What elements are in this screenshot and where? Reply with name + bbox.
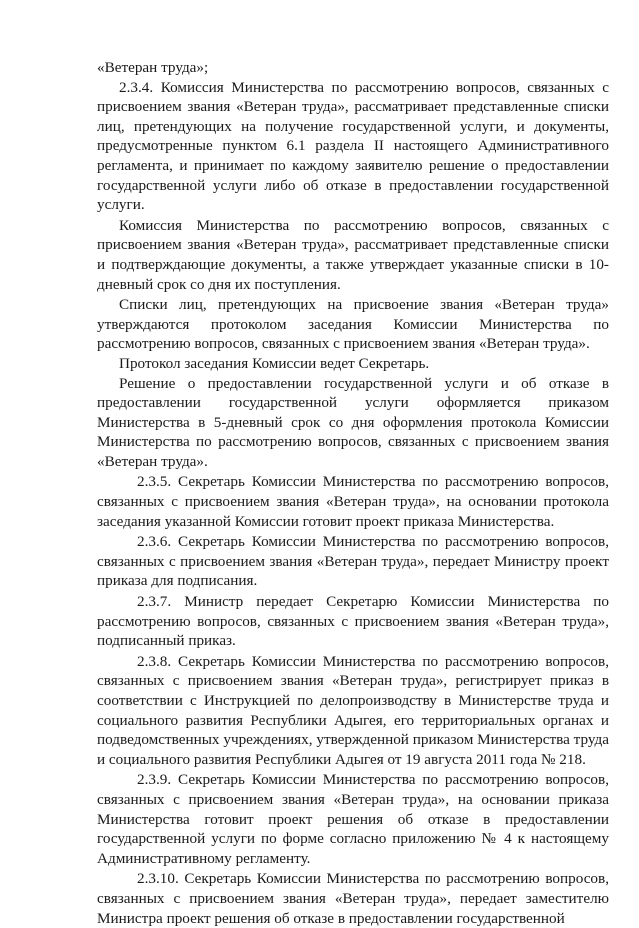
paragraph-2-3-4: 2.3.4. Комиссия Министерства по рассмотрению вопросов, связанных с присвоением звания «Ветеран труда», рассматривает представленные списки лиц, претендующих на получение государственной услуги, и документы, предусмотренные пунктом 6.1 раздела II настоящего Административного регламента, и принимает по каждому заявителю решение о предоставлении государственной услуги либо об отказе в предоставлении государственной услуги. — [97, 78, 609, 214]
paragraph-2-3-9: 2.3.9. Секретарь Комиссии Министерства по рассмотрению вопросов, связанных с присвоением звания «Ветеран труда», на основании приказа Министерства готовит проект решения об отказе в предоставлении государственной услуги по форме согласно приложению № 4 к настоящему Административному регламенту. — [97, 771, 609, 867]
paragraph-2-3-5: 2.3.5. Секретарь Комиссии Министерства по рассмотрению вопросов, связанных с присвоением звания «Ветеран труда», на основании протокола заседания указанной Комиссии готовит проект приказа Министерства. — [97, 473, 609, 530]
paragraph-2-3-7: 2.3.7. Министр передает Секретарю Комиссии Министерства по рассмотрению вопросов, связанных с присвоением звания «Ветеран труда», подписанный приказ. — [97, 593, 609, 650]
paragraph-lists-approval: Списки лиц, претендующих на присвоение звания «Ветеран труда» утверждаются протоколом заседания Комиссии Министерства по рассмотрению вопросов, связанных с присвоением звания «Ветеран труда». — [97, 296, 609, 353]
paragraph-protocol: Протокол заседания Комиссии ведет Секретарь. — [119, 354, 430, 372]
paragraph-commission-review: Комиссия Министерства по рассмотрению вопросов, связанных с присвоением звания «Ветеран труда», рассматривает представленные списки и подтверждающие документы, а также утверждает указанные списки в 10-дневный срок со дня их поступления. — [97, 216, 609, 293]
paragraph-decision: Решение о предоставлении государственной услуги и об отказе в предоставлении государственной услуги оформляется приказом Министерства в 5-дневный срок со дня оформления протокола Комиссии Министерства по рассмотрению вопросов, связанных с присвоением звания «Ветеран труда». — [97, 374, 609, 470]
paragraph-0: «Ветеран труда»; — [97, 59, 209, 76]
paragraph-2-3-8: 2.3.8. Секретарь Комиссии Министерства по рассмотрению вопросов, связанных с присвоением звания «Ветеран труда», регистрирует приказ в соответствии с Инструкцией по делопроизводству в Министерстве труда и социального развития Республики Адыгея, его территориальных органах и подведомственных учреждениях, утвержденной приказом Министерства труда и социального развития Республики Адыгея от 19 августа 2011 года № 218. — [97, 652, 609, 768]
paragraph-2-3-6: 2.3.6. Секретарь Комиссии Министерства по рассмотрению вопросов, связанных с присвоением звания «Ветеран труда», передает Министру проект приказа для подписания. — [97, 533, 609, 590]
paragraph-2-3-10: 2.3.10. Секретарь Комиссии Министерства по рассмотрению вопросов, связанных с присвоением звания «Ветеран труда», передает заместителю Министра проект решения об отказе в предоставлении государственной — [97, 870, 609, 927]
